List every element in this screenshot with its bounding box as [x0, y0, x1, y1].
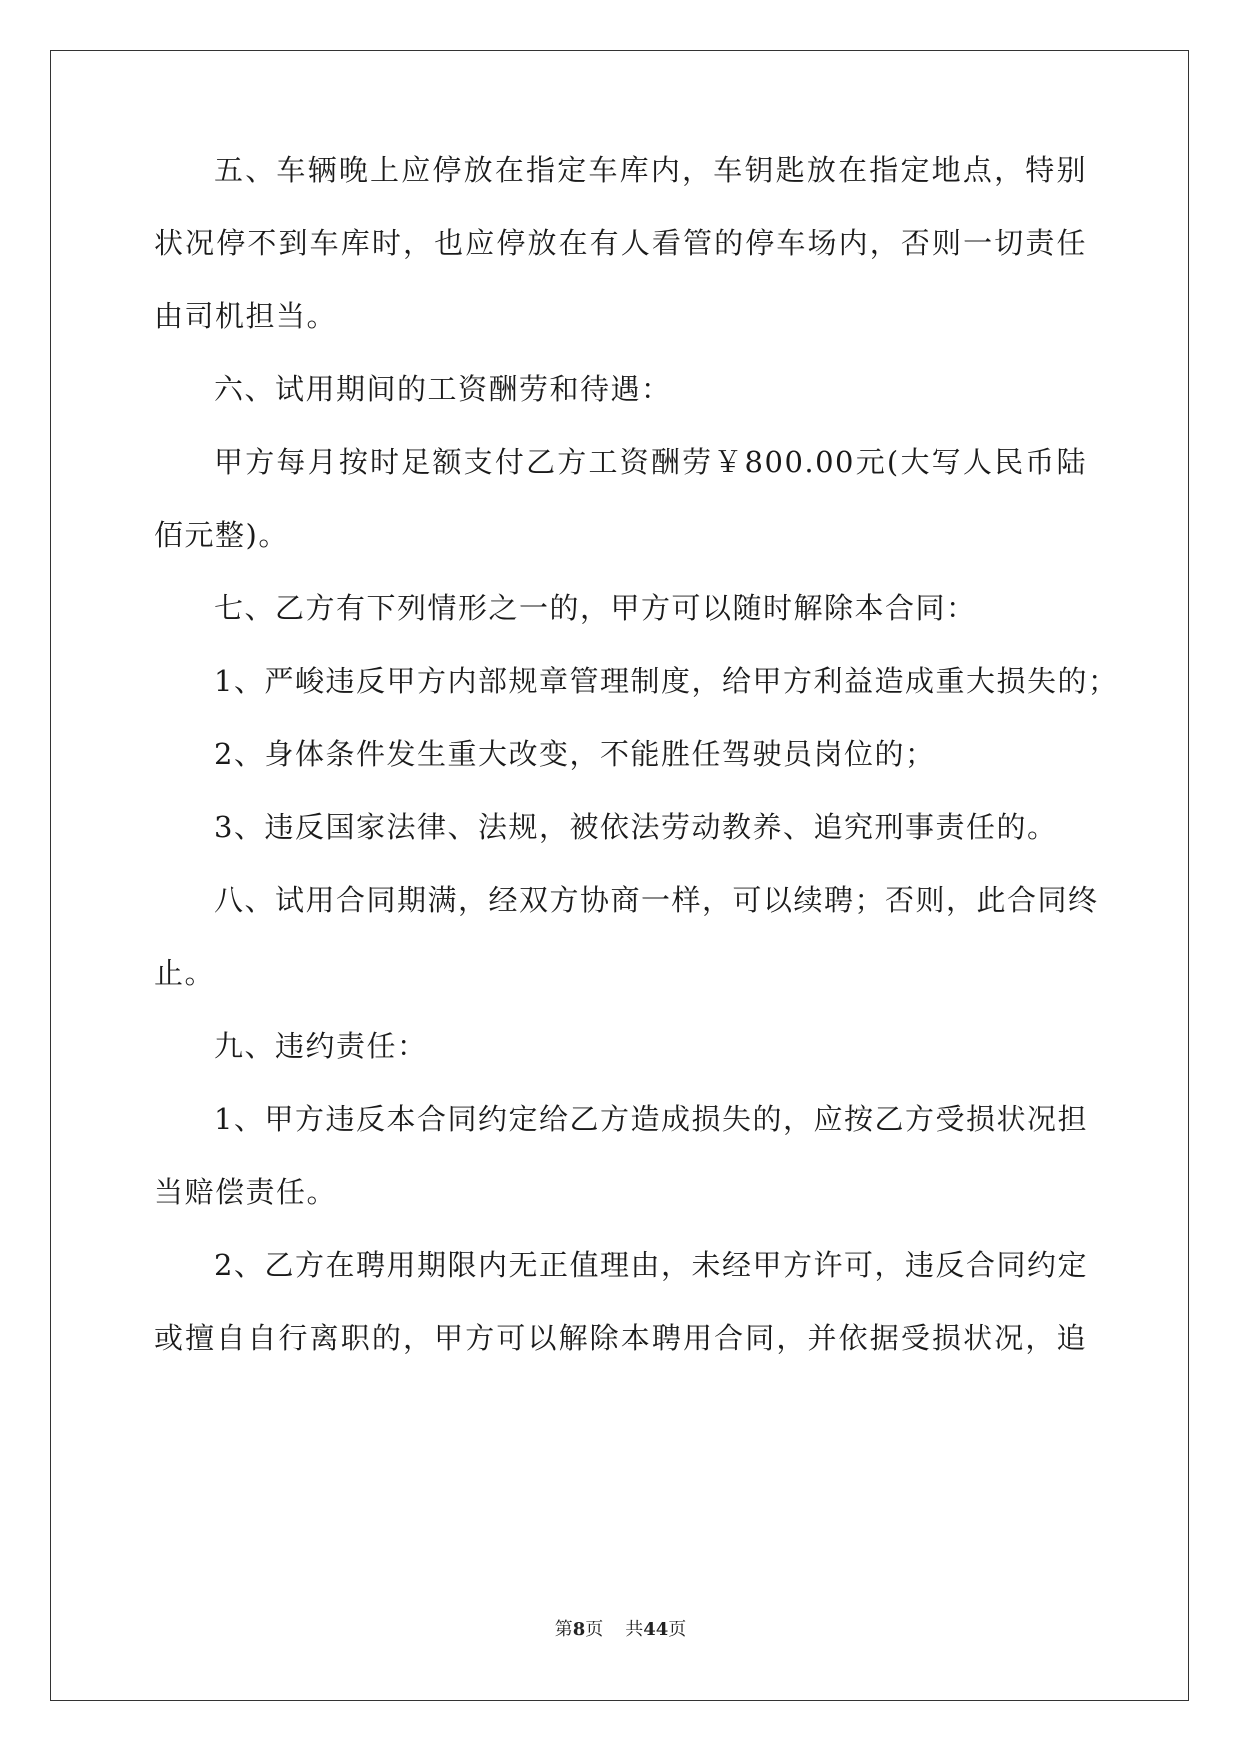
paragraph-line: 五、车辆晚上应停放在指定车库内，车钥匙放在指定地点，特别	[214, 153, 1087, 187]
list-item: 2、身体条件发生重大改变，不能胜任驾驶员岗位的；	[214, 737, 936, 771]
section-heading: 九、违约责任：	[214, 1029, 428, 1063]
page-suffix: 页	[585, 1619, 604, 1640]
total-suffix: 页	[668, 1619, 687, 1640]
list-item: 2、乙方在聘用期限内无正值理由，未经甲方许可，违反合同约定	[214, 1248, 1088, 1282]
paragraph-line: 八、试用合同期满，经双方协商一样，可以续聘；否则，此合同终	[214, 883, 1099, 917]
total-pages: 44	[643, 1619, 669, 1640]
section-heading: 七、乙方有下列情形之一的，甲方可以随时解除本合同：	[214, 591, 977, 625]
section-heading: 六、试用期间的工资酬劳和待遇：	[214, 372, 672, 406]
list-item: 3、违反国家法律、法规，被依法劳动教养、追究刑事责任的。	[214, 810, 1058, 844]
list-item: 1、甲方违反本合同约定给乙方造成损失的，应按乙方受损状况担	[214, 1102, 1088, 1136]
paragraph-line: 状况停不到车库时，也应停放在有人看管的停车场内，否则一切责任	[154, 226, 1087, 260]
page-number: 8	[572, 1619, 586, 1640]
page-footer	[0, 1618, 1241, 1642]
paragraph-line: 甲方每月按时足额支付乙方工资酬劳￥800.00元(大写人民币陆	[214, 445, 1087, 479]
total-prefix: 共	[625, 1619, 644, 1640]
paragraph-line: 止。	[154, 956, 216, 990]
list-item: 当赔偿责任。	[154, 1175, 338, 1209]
list-item: 1、严峻违反甲方内部规章管理制度，给甲方利益造成重大损失的；	[214, 664, 1119, 698]
paragraph-line: 由司机担当。	[154, 299, 338, 333]
list-item: 或擅自自行离职的，甲方可以解除本聘用合同，并依据受损状况，追	[154, 1321, 1087, 1355]
page-prefix: 第	[554, 1619, 573, 1640]
paragraph-line: 佰元整)。	[154, 518, 289, 552]
